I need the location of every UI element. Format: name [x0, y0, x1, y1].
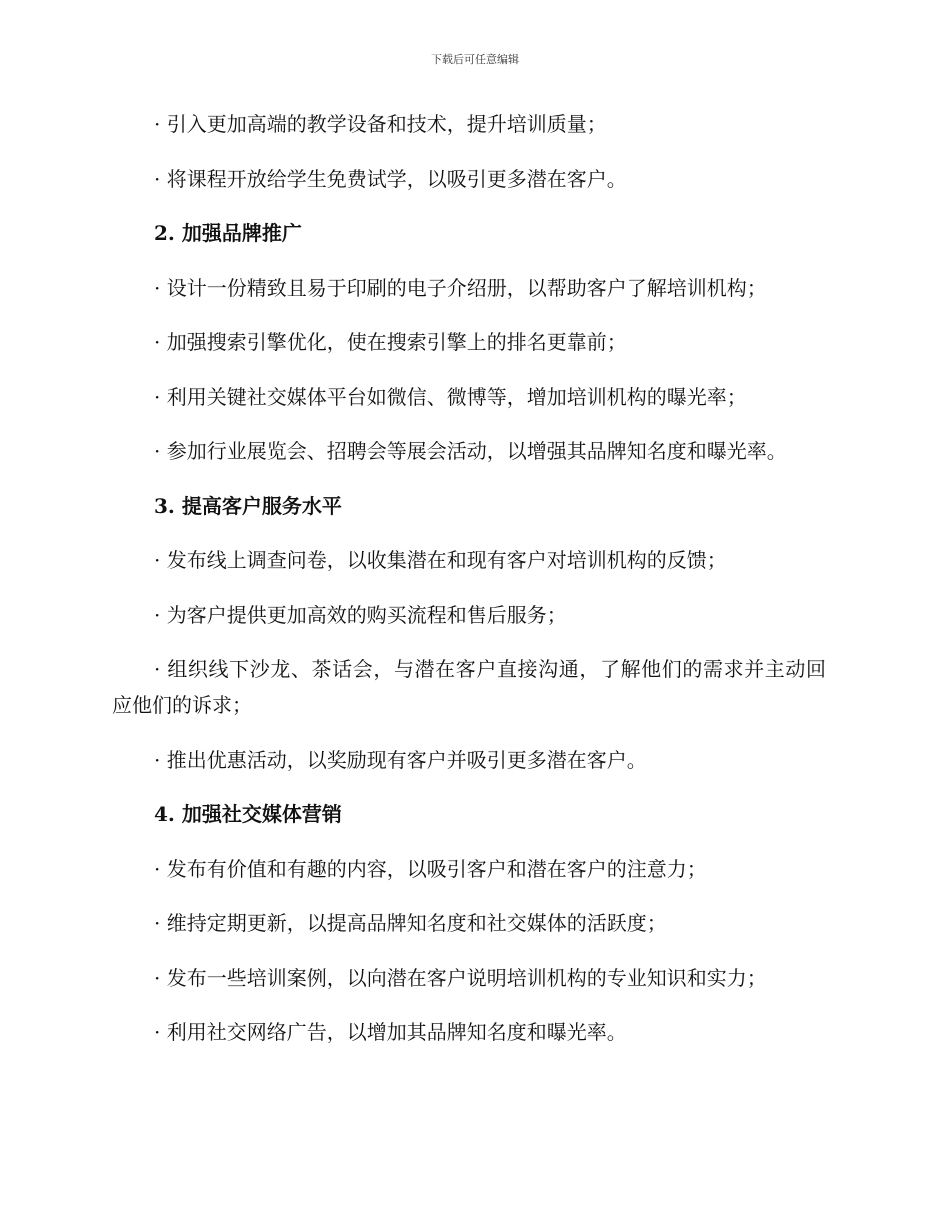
page-header: 下载后可任意编辑 — [431, 53, 519, 66]
bullet-paragraph: · 推出优惠活动，以奖励现有客户并吸引更多潜在客户。 — [154, 747, 647, 772]
bullet-paragraph: · 发布一些培训案例，以向潜在客户说明培训机构的专业知识和实力； — [154, 965, 767, 990]
bullet-paragraph: · 将课程开放给学生免费试学，以吸引更多潜在客户。 — [154, 166, 627, 191]
bullet-paragraph: · 引入更加高端的教学设备和技术，提升培训质量； — [154, 112, 607, 136]
bullet-paragraph: · 加强搜索引擎优化，使在搜索引擎上的排名更靠前； — [154, 330, 627, 354]
bullet-paragraph: · 参加行业展览会、招聘会等展会活动，以增强其品牌知名度和曝光率。 — [154, 439, 787, 463]
section-heading: 3. 提高客户服务水平 — [154, 493, 342, 518]
bullet-paragraph: · 设计一份精致且易于印刷的电子介绍册，以帮助客户了解培训机构； — [154, 275, 767, 300]
bullet-paragraph: · 利用社交网络广告，以增加其品牌知名度和曝光率。 — [154, 1020, 627, 1044]
document-body — [112, 106, 826, 1069]
bullet-paragraph: · 发布线上调查问卷，以收集潜在和现有客户对培训机构的反馈； — [154, 548, 727, 572]
bullet-paragraph: · 维持定期更新，以提高品牌知名度和社交媒体的活跃度； — [154, 911, 667, 935]
bullet-paragraph: · 组织线下沙龙、茶话会，与潜在客户直接沟通，了解他们的需求并主动回应他们的诉求； — [112, 657, 826, 717]
bullet-paragraph: · 利用关键社交媒体平台如微信、微博等，增加培训机构的曝光率； — [154, 384, 747, 409]
section-heading: 4. 加强社交媒体营销 — [154, 802, 342, 826]
bullet-paragraph: · 为客户提供更加高效的购买流程和售后服务； — [154, 602, 567, 627]
section-heading: 2. 加强品牌推广 — [154, 221, 302, 245]
bullet-paragraph: · 发布有价值和有趣的内容，以吸引客户和潜在客户的注意力； — [154, 856, 707, 881]
